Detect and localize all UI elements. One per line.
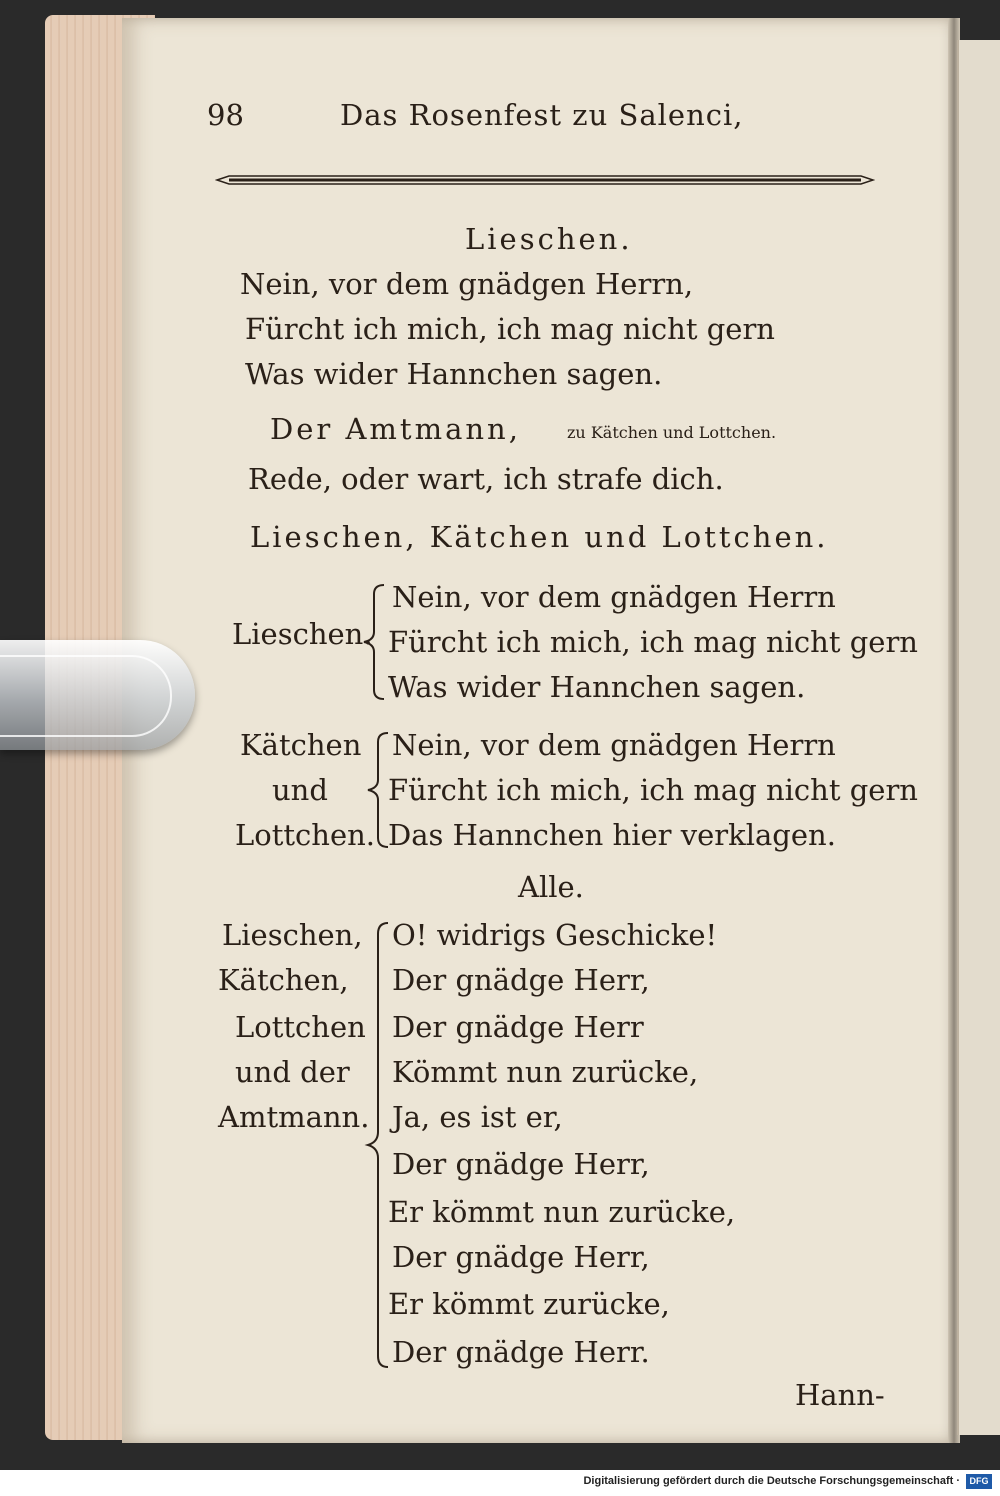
verse-line: Fürcht ich mich, ich mag nicht gern [388,773,918,807]
speaker-amtmann: Der Amtmann, [270,412,521,446]
page-number: 98 [207,98,244,132]
speaker-label: Kätchen [240,728,362,762]
verse-line: O! widrigs Geschicke! [392,918,718,952]
speaker-label: Kätchen, [218,963,349,997]
speaker-alle: Alle. [518,870,584,904]
verse-line: Er kömmt zurücke, [388,1287,670,1321]
running-title: Das Rosenfest zu Salenci, [340,98,744,132]
speaker-label: Lottchen. [235,818,376,852]
verse-line: Fürcht ich mich, ich mag nicht gern [245,312,775,346]
verse-line: Er kömmt nun zurücke, [388,1195,736,1229]
verse-line: Der gnädge Herr, [392,963,650,997]
speaker-label: Lieschen. [232,617,373,651]
speaker-label: Amtmann. [218,1100,370,1134]
header-rule [215,174,875,186]
speaker-label: Lottchen [235,1010,366,1044]
verse-line: Der gnädge Herr, [392,1147,650,1181]
speaker-label: Lieschen, [222,918,363,952]
verse-line: Was wider Hannchen sagen. [245,357,663,391]
verse-line: Was wider Hannchen sagen. [388,670,806,704]
verse-line: Das Hannchen hier verklagen. [388,818,836,852]
verse-line: Rede, oder wart, ich strafe dich. [248,462,724,496]
page-clip-highlight [0,655,172,737]
verse-line: Nein, vor dem gnädgen Herrn [392,728,836,762]
verse-line: Der gnädge Herr. [392,1335,650,1369]
stage-direction: zu Kätchen und Lottchen. [567,423,777,442]
brace [360,582,388,702]
speaker-lieschen: Lieschen. [465,222,633,256]
verse-line: Kömmt nun zurücke, [392,1055,699,1089]
speaker-group: Lieschen, Kätchen und Lottchen. [250,520,829,554]
verse-line: Der gnädge Herr [392,1010,644,1044]
dfg-logo: DFG [966,1474,992,1489]
verse-line: Nein, vor dem gnädgen Herrn, [240,267,694,301]
verse-line: Ja, es ist er, [392,1100,563,1134]
digitization-credit: Digitalisierung gefördert durch die Deutsche Forschungsgemeinschaft · [583,1475,960,1487]
catchword: Hann- [795,1378,885,1412]
verse-line: Nein, vor dem gnädgen Herrn [392,580,836,614]
verse-line: Der gnädge Herr, [392,1240,650,1274]
facing-page-edge [957,40,1000,1435]
speaker-label: und der [235,1055,350,1089]
speaker-label: und [272,773,328,807]
verse-line: Fürcht ich mich, ich mag nicht gern [388,625,918,659]
